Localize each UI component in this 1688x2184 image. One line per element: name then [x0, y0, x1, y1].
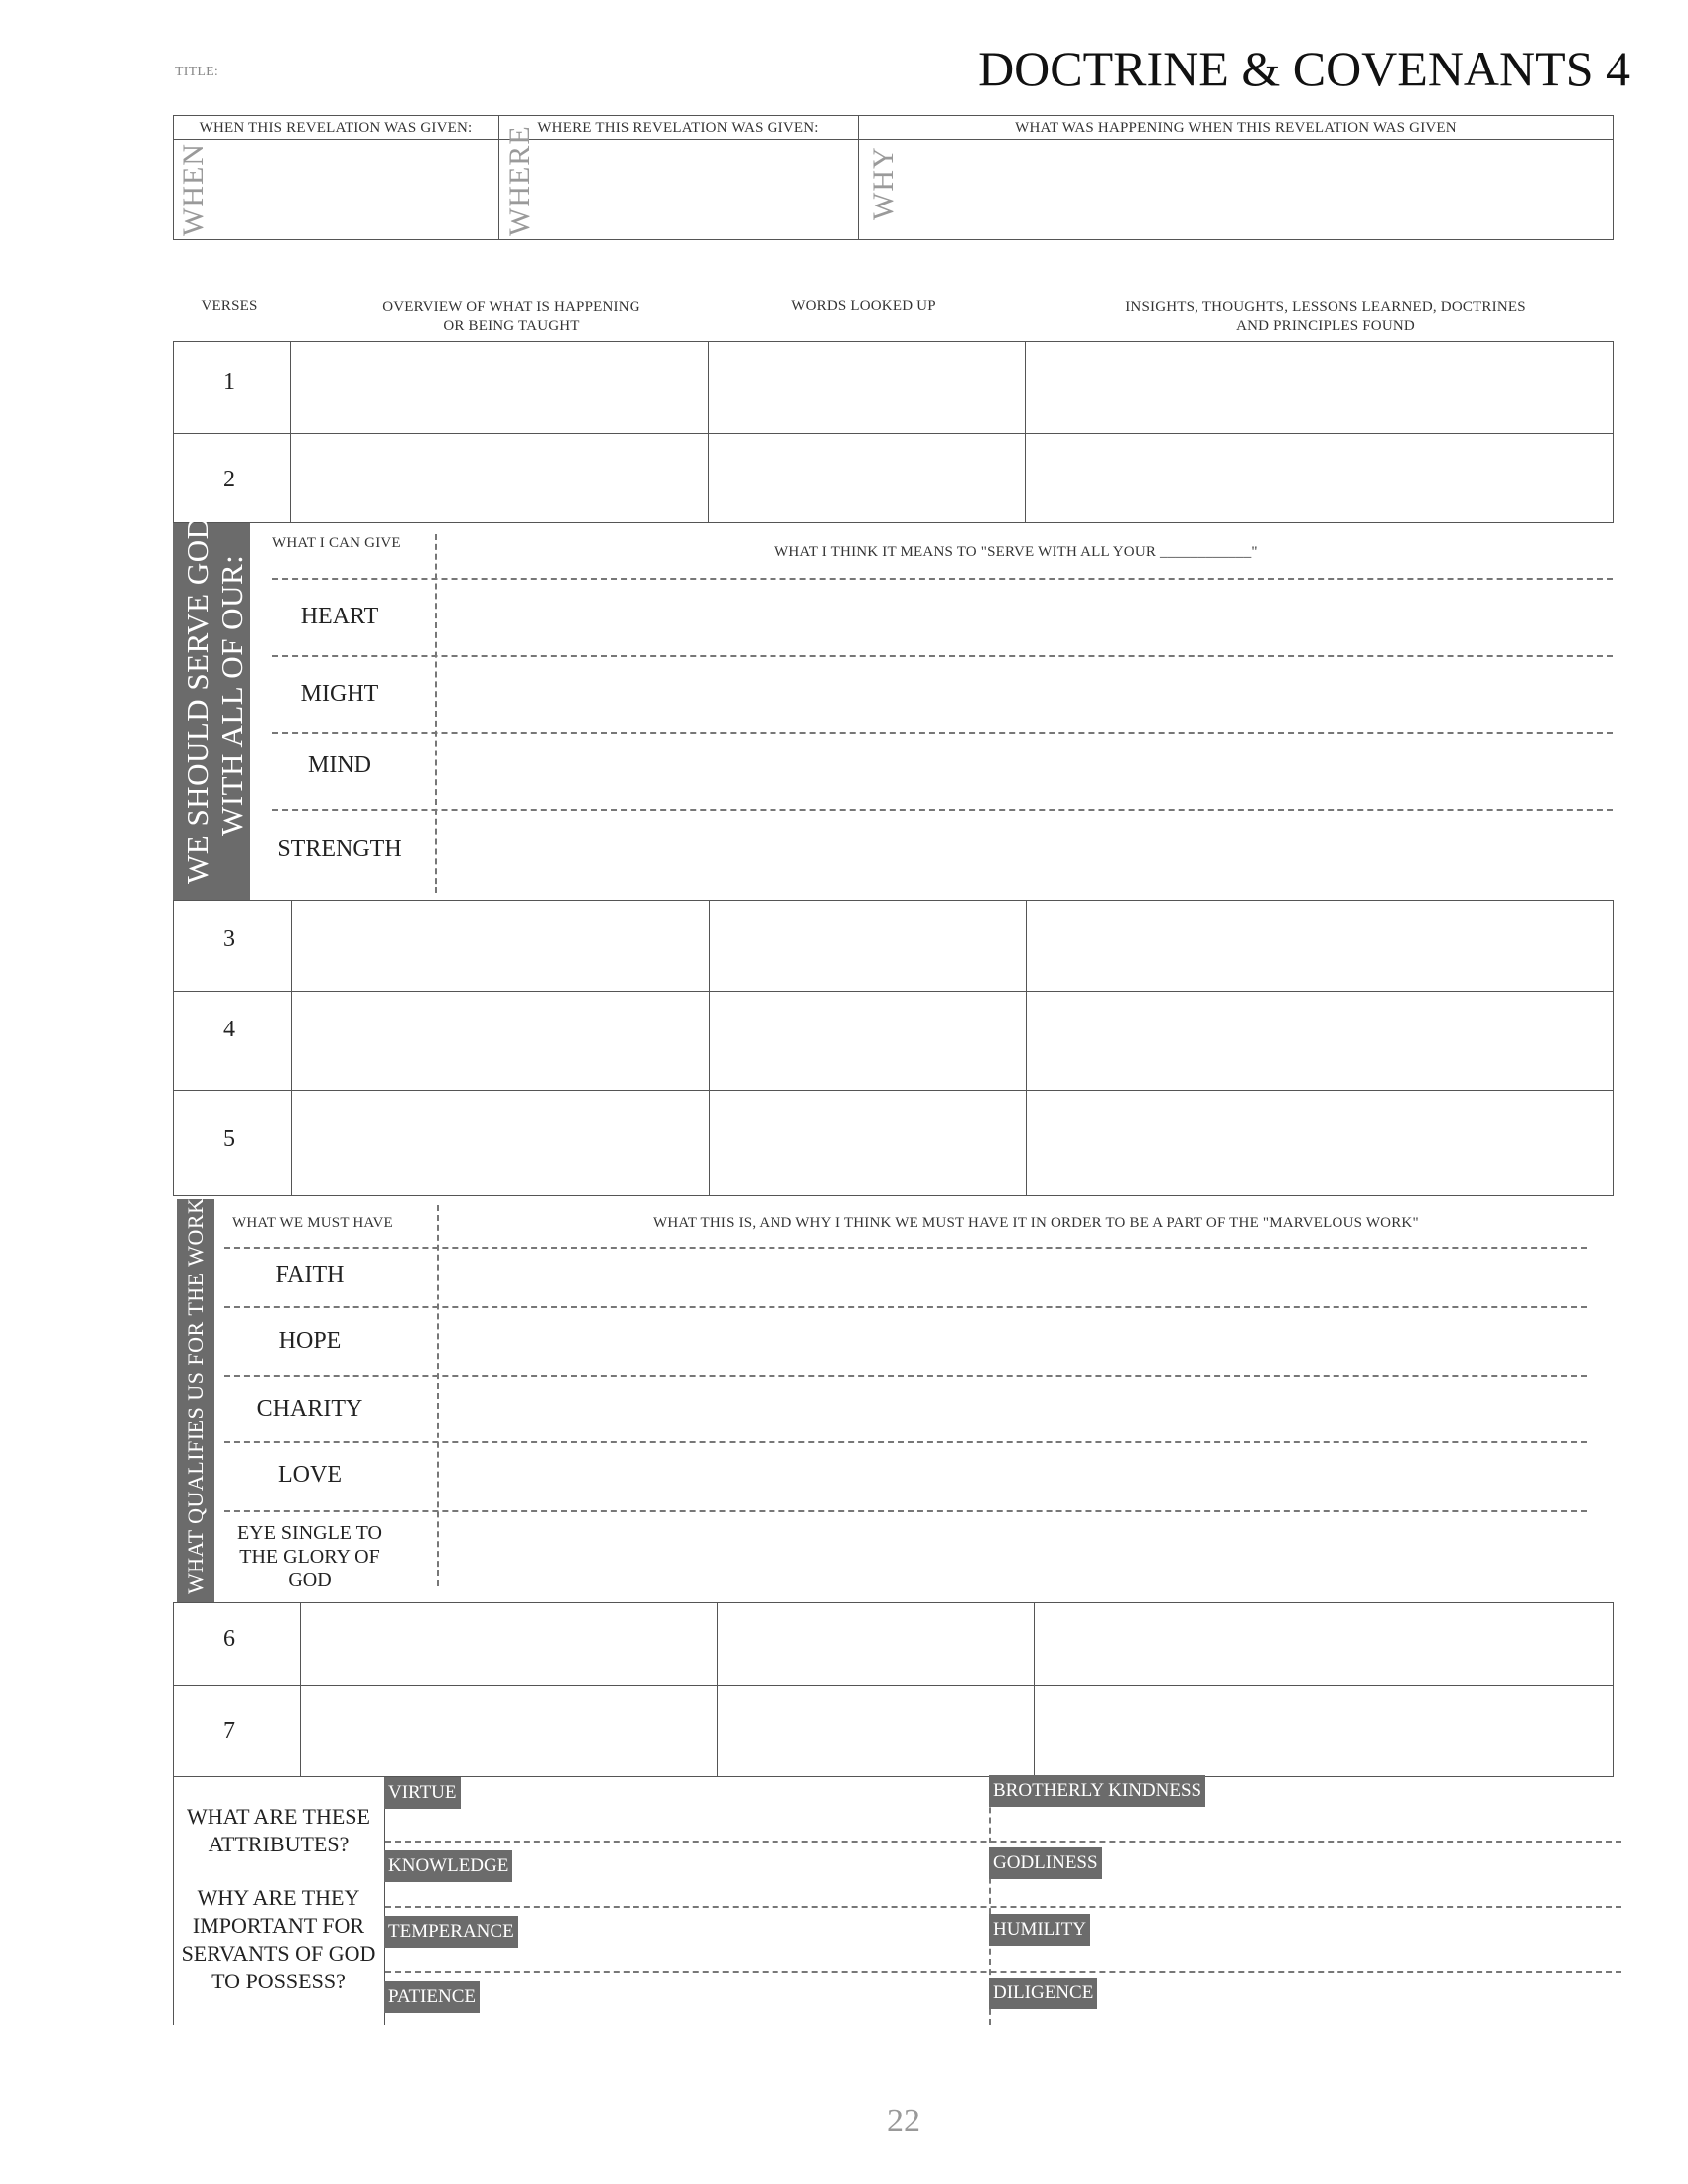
diligence-input[interactable]: [996, 2009, 1612, 2025]
attribute-tag-humility: HUMILITY: [989, 1914, 1090, 1946]
verse-4-insights-input[interactable]: [1030, 995, 1610, 1087]
verse-3-insights-input[interactable]: [1030, 904, 1610, 988]
when-label: WHEN THIS REVELATION WAS GIVEN:: [199, 120, 473, 136]
attribute-tag-temperance: TEMPERANCE: [384, 1916, 518, 1948]
verse-3-words-input[interactable]: [713, 904, 1022, 988]
verse-7-words-input[interactable]: [721, 1689, 1030, 1774]
verse-2-insights-input[interactable]: [1029, 437, 1610, 521]
insights-header: INSIGHTS, THOUGHTS, LESSONS LEARNED, DOCTRINES AND PRINCIPLES FOUND: [1125, 299, 1526, 334]
attribute-tag-brotherly-kindness: BROTHERLY KINDNESS: [989, 1775, 1205, 1807]
serve-side-title-1: WE SHOULD SERVE GOD: [180, 516, 214, 884]
verse-number: 2: [223, 467, 235, 492]
virtue-input[interactable]: [392, 1809, 983, 1837]
attribute-tag-knowledge: KNOWLEDGE: [384, 1850, 512, 1882]
attribute-tag-godliness: GODLINESS: [989, 1847, 1102, 1879]
verses-header: VERSES: [201, 298, 258, 314]
why-ghost-label: WHY: [867, 146, 900, 220]
attribute-tag-patience: PATIENCE: [384, 1981, 480, 2013]
verse-2-overview-input[interactable]: [294, 437, 704, 521]
verse-number: 4: [223, 1017, 235, 1042]
knowledge-input[interactable]: [392, 1882, 983, 1902]
when-ghost-label: WHEN: [177, 143, 210, 236]
verse-7-insights-input[interactable]: [1038, 1689, 1610, 1774]
when-input[interactable]: [189, 144, 487, 235]
serve-mind-input[interactable]: [442, 736, 1609, 805]
verse-7-overview-input[interactable]: [304, 1689, 713, 1774]
verse-1-overview-input[interactable]: [294, 345, 704, 431]
verse-5-overview-input[interactable]: [295, 1094, 705, 1193]
verse-6-words-input[interactable]: [721, 1606, 1030, 1682]
brotherly-kindness-input[interactable]: [996, 1807, 1612, 1837]
verse-1-insights-input[interactable]: [1029, 345, 1610, 431]
serve-heart-input[interactable]: [442, 582, 1609, 651]
verse-6-overview-input[interactable]: [304, 1606, 713, 1682]
verse-number: 3: [223, 926, 235, 952]
title-label: TITLE:: [175, 65, 218, 79]
serve-item-strength: STRENGTH: [277, 836, 402, 862]
where-label: WHERE THIS REVELATION WAS GIVEN:: [537, 120, 819, 136]
qualify-side-title: WHAT QUALIFIES US FOR THE WORK: [183, 1197, 208, 1594]
where-input[interactable]: [516, 144, 844, 235]
qualify-item-eye-single: EYE SINGLE TO THE GLORY OF GOD: [237, 1522, 382, 1591]
words-header: WORDS LOOKED UP: [791, 298, 936, 314]
qualify-love-input[interactable]: [444, 1445, 1584, 1506]
page-number: 22: [887, 2103, 920, 2139]
serve-might-input[interactable]: [442, 659, 1609, 729]
verse-number: 1: [223, 369, 235, 395]
verse-6-insights-input[interactable]: [1038, 1606, 1610, 1682]
verse-4-overview-input[interactable]: [295, 995, 705, 1087]
qualify-charity-input[interactable]: [444, 1379, 1584, 1437]
patience-input[interactable]: [392, 2013, 983, 2027]
serve-item-mind: MIND: [308, 752, 371, 778]
qualify-col-right-header: WHAT THIS IS, AND WHY I THINK WE MUST HAVE IT IN ORDER TO BE A PART OF THE "MARVELOUS WORK": [653, 1215, 1419, 1231]
attribute-tag-virtue: VIRTUE: [384, 1777, 461, 1809]
qualify-item-love: LOVE: [278, 1462, 342, 1488]
serve-item-heart: HEART: [300, 604, 379, 629]
temperance-input[interactable]: [392, 1948, 983, 1968]
serve-col-left-header: WHAT I CAN GIVE: [272, 535, 401, 551]
verse-2-words-input[interactable]: [712, 437, 1021, 521]
page-title: DOCTRINE & COVENANTS 4: [978, 41, 1630, 96]
where-ghost-label: WHERE: [503, 125, 536, 236]
verse-number: 6: [223, 1626, 235, 1652]
verse-1-words-input[interactable]: [712, 345, 1021, 431]
qualify-faith-input[interactable]: [444, 1251, 1584, 1302]
attributes-question-1: WHAT ARE THESE ATTRIBUTES?: [187, 1804, 370, 1856]
verse-number: 7: [223, 1718, 235, 1744]
serve-item-might: MIGHT: [300, 681, 379, 707]
serve-col-right-header: WHAT I THINK IT MEANS TO "SERVE WITH ALL YOUR ____________": [774, 544, 1258, 560]
humility-input[interactable]: [996, 1946, 1612, 1968]
verse-5-insights-input[interactable]: [1030, 1094, 1610, 1193]
why-label: WHAT WAS HAPPENING WHEN THIS REVELATION WAS GIVEN: [1015, 120, 1457, 136]
verse-5-words-input[interactable]: [713, 1094, 1022, 1193]
qualify-item-faith: FAITH: [275, 1262, 345, 1288]
qualify-eye-single-input[interactable]: [444, 1514, 1584, 1588]
attributes-question-2: WHY ARE THEY IMPORTANT FOR SERVANTS OF GOD TO POSSESS?: [181, 1885, 376, 1993]
qualify-item-charity: CHARITY: [256, 1396, 363, 1422]
qualify-hope-input[interactable]: [444, 1310, 1584, 1371]
verse-3-overview-input[interactable]: [295, 904, 705, 988]
attribute-tag-diligence: DILIGENCE: [989, 1978, 1097, 2009]
verse-number: 5: [223, 1126, 235, 1152]
verse-4-words-input[interactable]: [713, 995, 1022, 1087]
godliness-input[interactable]: [996, 1879, 1612, 1902]
serve-side-title-2: WITH ALL OF OUR:: [214, 554, 249, 836]
overview-header: OVERVIEW OF WHAT IS HAPPENING OR BEING TAUGHT: [382, 299, 640, 334]
why-input[interactable]: [874, 144, 1599, 235]
serve-strength-input[interactable]: [442, 813, 1609, 892]
qualify-col-left-header: WHAT WE MUST HAVE: [232, 1215, 393, 1231]
qualify-item-hope: HOPE: [278, 1328, 342, 1354]
